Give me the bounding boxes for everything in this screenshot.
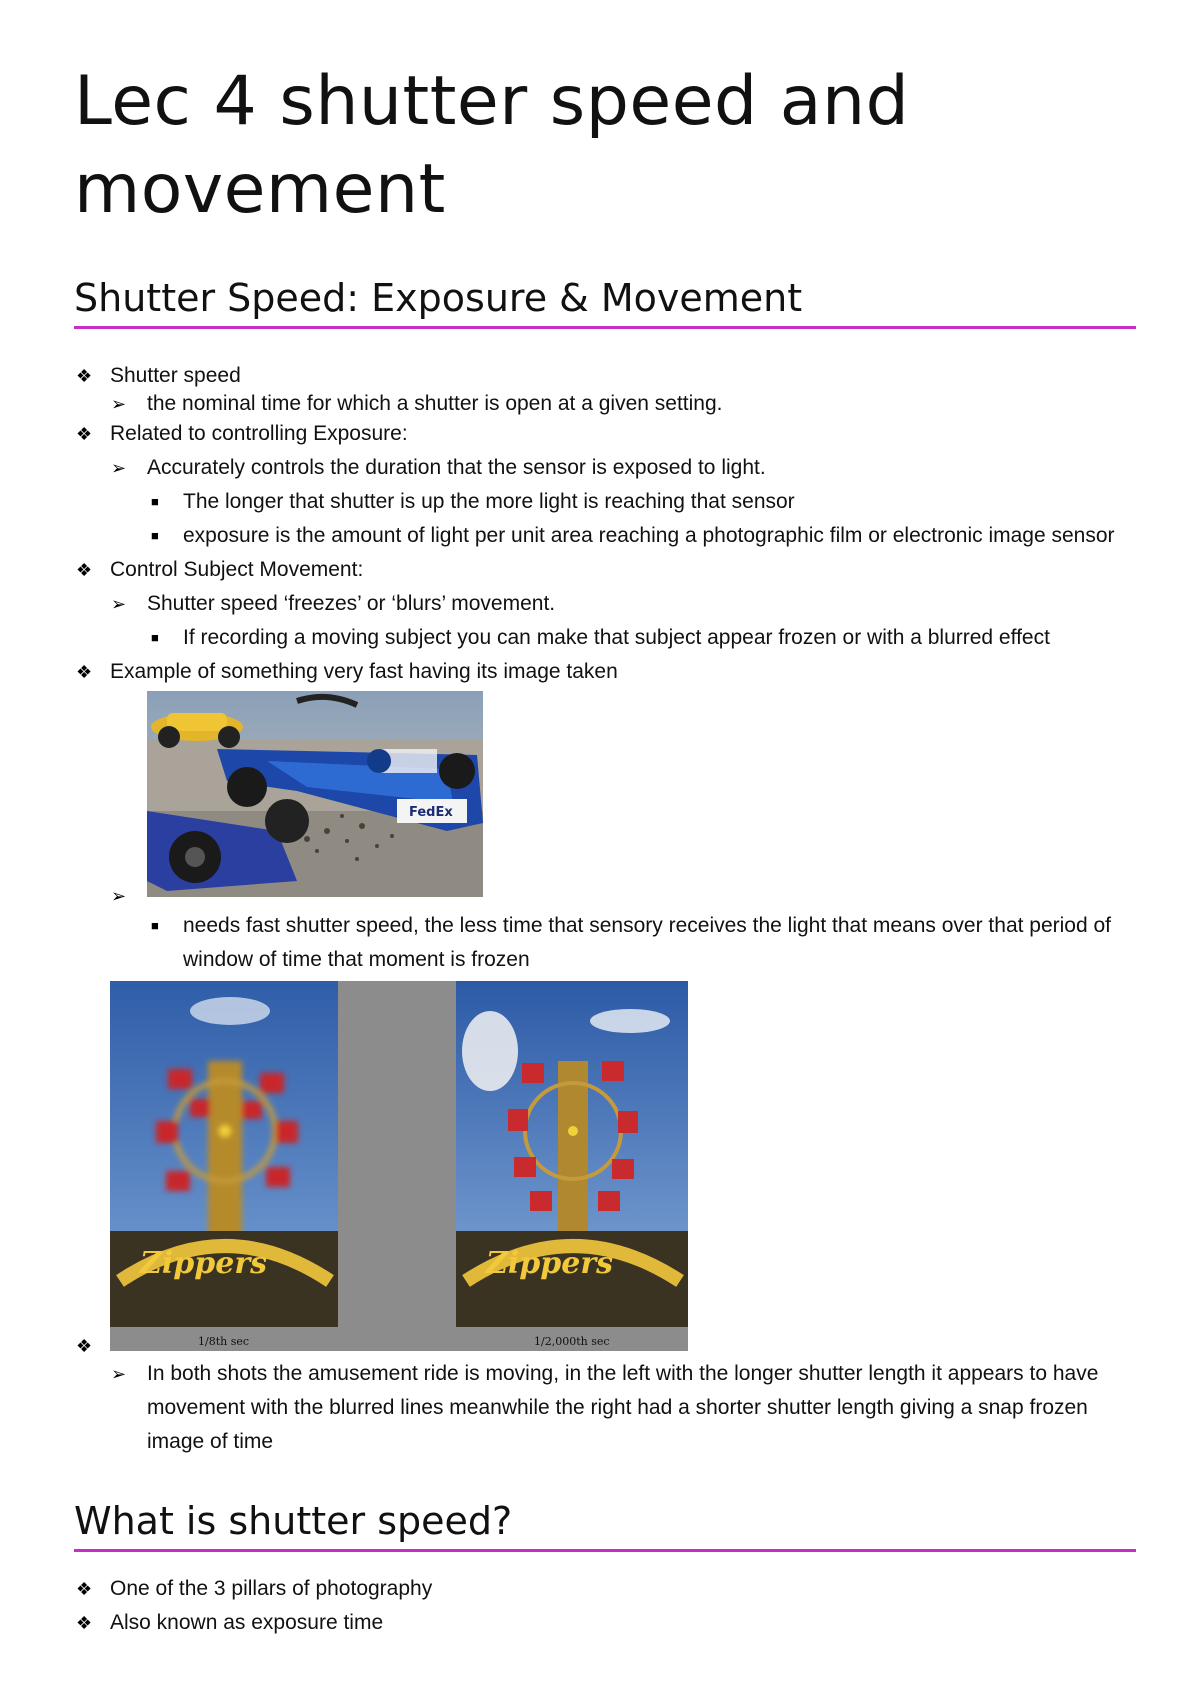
arrow-bullet-icon: ➢: [111, 394, 127, 414]
list-item-text: the nominal time for which a shutter is open at a given setting.: [147, 392, 723, 415]
list-item: [74, 387, 1136, 421]
svg-text:Zippers: Zippers: [486, 1246, 614, 1281]
diamond-bullet-icon: ❖: [76, 1613, 93, 1633]
right-shutter-label: 1/2,000th sec: [534, 1335, 610, 1348]
diamond-bullet-icon: ❖: [76, 424, 93, 444]
list-item-text: In both shots the amusement ride is moving, in the left with the longer shutter length it appears to have movement with the blurred lines meanwhile the right had a shorter shutter length giving a snap frozen image of time: [147, 1362, 1099, 1453]
list-item-text: Example of something very fast having its image taken: [110, 660, 618, 683]
section-1-list: [74, 359, 1136, 1459]
list-item: [74, 519, 1136, 553]
list-item-text: The longer that shutter is up the more light is reaching that sensor: [183, 490, 795, 513]
arrow-bullet-icon: ➢: [111, 1364, 127, 1384]
arrow-bullet-icon: ➢: [111, 886, 127, 906]
list-item: [74, 451, 1136, 485]
list-item-text: Also known as exposure time: [110, 1611, 384, 1634]
list-item: [74, 1357, 1136, 1459]
list-item: [74, 417, 1136, 451]
square-bullet-icon: ■: [151, 528, 159, 543]
arrow-bullet-icon: ➢: [111, 594, 127, 614]
list-item-text: needs fast shutter speed, the less time that sensory receives the light that means over that period of window of time that moment is frozen: [183, 914, 1112, 971]
list-item-text: Shutter speed ‘freezes’ or ‘blurs’ movement.: [147, 592, 556, 615]
list-item: [74, 485, 1136, 519]
list-item-text: Shutter speed: [110, 364, 241, 387]
section-heading-what-is-shutter-speed: What is shutter speed?: [74, 1499, 1136, 1552]
section-heading-exposure-movement: Shutter Speed: Exposure & Movement: [74, 276, 1136, 329]
page-title: Lec 4 shutter speed and movement: [74, 62, 910, 229]
list-item-text: If recording a moving subject you can make that subject appear frozen or with a blurred effect: [183, 626, 1050, 649]
list-item: [74, 655, 1136, 689]
diamond-bullet-icon: ❖: [76, 366, 93, 386]
race-car-crash-photo: [147, 691, 483, 897]
svg-text:Zippers: Zippers: [140, 1246, 268, 1281]
list-item-text: One of the 3 pillars of photography: [110, 1577, 433, 1600]
list-item: [74, 1572, 1136, 1606]
diamond-bullet-icon: ❖: [76, 1336, 93, 1356]
diamond-bullet-icon: ❖: [76, 560, 93, 580]
list-item-text: Control Subject Movement:: [110, 558, 364, 581]
left-shutter-label: 1/8th sec: [198, 1335, 250, 1348]
diamond-bullet-icon: ❖: [76, 662, 93, 682]
square-bullet-icon: ■: [151, 918, 159, 933]
list-item: [74, 587, 1136, 621]
list-item-text: Accurately controls the duration that the sensor is exposed to light.: [147, 456, 766, 479]
svg-text:FedEx: FedEx: [409, 805, 453, 820]
list-item: [74, 553, 1136, 587]
arrow-bullet-icon: ➢: [111, 458, 127, 478]
diamond-bullet-icon: ❖: [76, 1579, 93, 1599]
list-item: [74, 909, 1136, 977]
amusement-ride-comparison-photo: [110, 981, 688, 1351]
crash-photo-item: [74, 691, 1136, 906]
document-page: [74, 0, 1136, 1640]
list-item-text: exposure is the amount of light per unit area reaching a photographic film or electronic image sensor: [183, 524, 1115, 547]
ride-photo-item: [74, 981, 1136, 1356]
list-item: [74, 1606, 1136, 1640]
list-item-text: Related to controlling Exposure:: [110, 422, 408, 445]
list-item: [74, 621, 1136, 655]
square-bullet-icon: ■: [151, 494, 159, 509]
square-bullet-icon: ■: [151, 630, 159, 645]
section-2-list: [74, 1572, 1136, 1640]
